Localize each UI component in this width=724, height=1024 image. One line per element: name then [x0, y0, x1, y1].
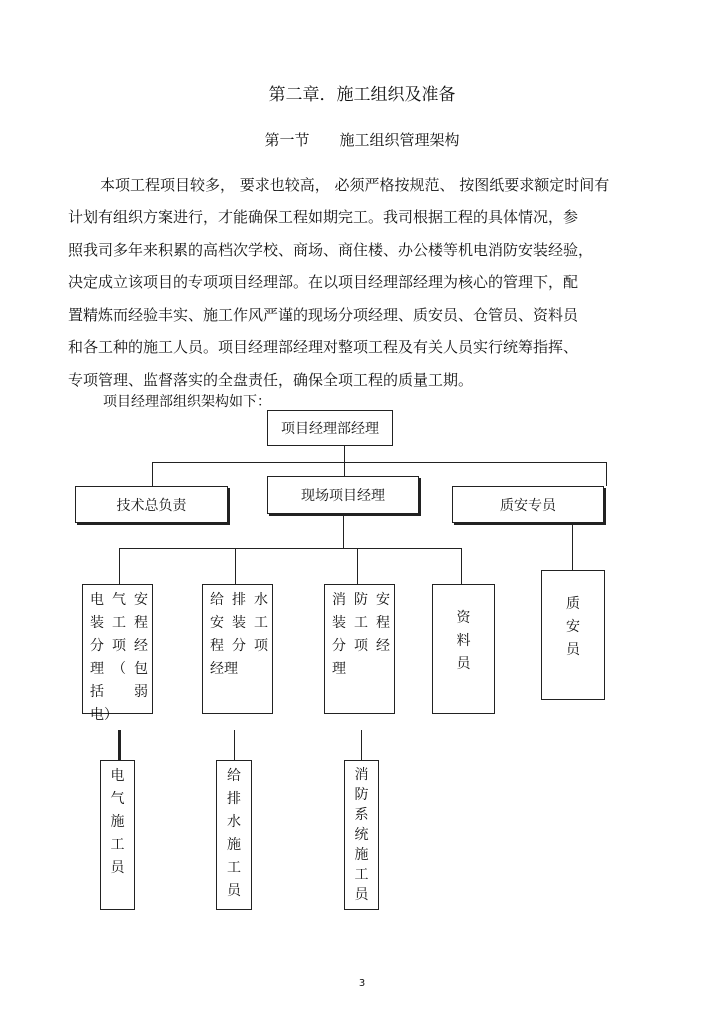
- char: 理: [90, 661, 104, 677]
- char: 施: [354, 847, 369, 863]
- connector-water-down: [234, 730, 235, 760]
- char: 气: [112, 592, 126, 608]
- node-water-manager: [202, 584, 273, 714]
- char: 气: [110, 791, 125, 807]
- paragraph-line-5: 置精炼而经验丰实、施工作风严谨的现场分项经理、质安员、仓管员、资料员: [68, 306, 579, 324]
- node-site-manager-label: 现场项目经理: [301, 488, 385, 504]
- char: 防: [354, 592, 368, 608]
- char: 料: [456, 633, 471, 649]
- node-electrical-workers: [100, 760, 135, 910]
- char: 资: [456, 610, 471, 626]
- connector-top-down: [344, 445, 345, 476]
- connector-electrical-down: [118, 730, 121, 760]
- paragraph-line-3: 照我司多年来积累的高档次学校、商场、商住楼、办公楼等机电消防安装经验，: [68, 241, 594, 259]
- char: 员: [110, 860, 125, 876]
- node-quality-safety-officer-label: 质安专员: [500, 497, 556, 514]
- connector-to-tech: [152, 462, 153, 486]
- char: 程: [376, 615, 390, 631]
- char: 给: [210, 592, 224, 608]
- char: 经理: [210, 661, 238, 677]
- char: 项: [112, 638, 126, 654]
- char: 安: [566, 619, 580, 635]
- section-heading: [0, 129, 724, 150]
- char: 经: [376, 638, 390, 654]
- char: 工: [110, 837, 125, 853]
- connector-level2-bus: [152, 462, 607, 463]
- char: 程: [134, 615, 148, 631]
- char: 工: [254, 615, 268, 631]
- char: 安: [134, 592, 148, 608]
- char: 电: [90, 592, 104, 608]
- section-number: 第一节: [264, 131, 310, 149]
- char: 排: [232, 592, 246, 608]
- char: 装: [332, 615, 346, 631]
- paragraph-line-6: 和各工种的施工人员。项目经理部经理对整项工程及有关人员实行统筹指挥、: [68, 338, 579, 356]
- char: 水: [227, 814, 241, 830]
- section-title: 施工组织管理架构: [339, 131, 460, 149]
- char: 消: [332, 592, 346, 608]
- char: 工: [354, 615, 368, 631]
- node-project-manager: [267, 410, 393, 446]
- connector-to-records: [461, 548, 462, 584]
- char: 施: [110, 814, 125, 830]
- node-fire-manager: [324, 584, 395, 714]
- chapter-title: 第二章．施工组织及准备: [268, 85, 456, 105]
- node-fire-workers: [344, 760, 379, 910]
- node-records-officer: [432, 584, 495, 714]
- char: 员: [456, 656, 471, 672]
- connector-level3-bus: [119, 548, 462, 549]
- char: 装: [232, 615, 246, 631]
- char: 电: [110, 768, 125, 784]
- paragraph-line-1: 本项工程项目较多， 要求也较高， 必须严格按规范、 按图纸要求额定时间有: [100, 176, 610, 194]
- node-quality-safety-officer: [452, 486, 604, 523]
- node-site-manager: [267, 476, 419, 514]
- paragraph-line-7: 专项管理、监督落实的全盘责任，确保全项工程的质量工期。: [68, 371, 474, 389]
- char: 水: [254, 592, 268, 608]
- char: 经: [134, 638, 148, 654]
- connector-site-down: [343, 516, 344, 548]
- node-technical-lead: [75, 486, 228, 523]
- char: 项: [354, 638, 368, 654]
- char: 项: [254, 638, 268, 654]
- char: 防: [354, 787, 369, 803]
- char: 排: [227, 791, 241, 807]
- char: 包: [134, 661, 148, 677]
- char: 消: [354, 767, 369, 783]
- char: 质: [566, 596, 580, 612]
- connector-fire-down: [361, 730, 362, 760]
- char: 弱: [134, 684, 148, 700]
- char: （: [112, 661, 126, 677]
- char: 程: [210, 638, 224, 654]
- char: 理: [332, 661, 346, 677]
- char: 安: [210, 615, 224, 631]
- char: 工: [354, 867, 369, 883]
- page-number: 3: [358, 978, 366, 989]
- paragraph-line-2: 计划有组织方案进行，才能确保工程如期完工。我司根据工程的具体情况，参: [68, 208, 579, 226]
- connector-to-electrical: [119, 548, 120, 584]
- char: 员: [227, 883, 241, 899]
- node-quality-officer: [541, 570, 605, 700]
- node-project-manager-label: 项目经理部经理: [281, 421, 379, 437]
- chart-intro: 项目经理部组织架构如下：: [103, 394, 271, 410]
- char: 分: [232, 638, 246, 654]
- node-water-workers: [216, 760, 252, 910]
- node-technical-lead-label: 技术总负责: [116, 497, 187, 514]
- node-electrical-manager: [82, 584, 153, 723]
- char: 分: [332, 638, 346, 654]
- connector-to-water: [235, 548, 236, 584]
- char: 施: [227, 837, 241, 853]
- char: 安: [376, 592, 390, 608]
- char: 工: [227, 860, 241, 876]
- char: 统: [354, 827, 369, 843]
- char: 括: [90, 684, 104, 700]
- char: 员: [566, 642, 580, 658]
- connector-to-qa: [606, 462, 607, 486]
- char: 系: [354, 807, 369, 823]
- connector-to-fire: [357, 548, 358, 584]
- char: 工: [112, 615, 126, 631]
- char: 员: [354, 887, 369, 903]
- char: 分: [90, 638, 104, 654]
- connector-qa-down: [572, 524, 573, 570]
- char: 装: [90, 615, 104, 631]
- char: 给: [227, 768, 241, 784]
- paragraph-line-4: 决定成立该项目的专项项目经理部。在以项目经理部经理为核心的管理下，配: [68, 273, 579, 291]
- char: 电）: [90, 707, 118, 723]
